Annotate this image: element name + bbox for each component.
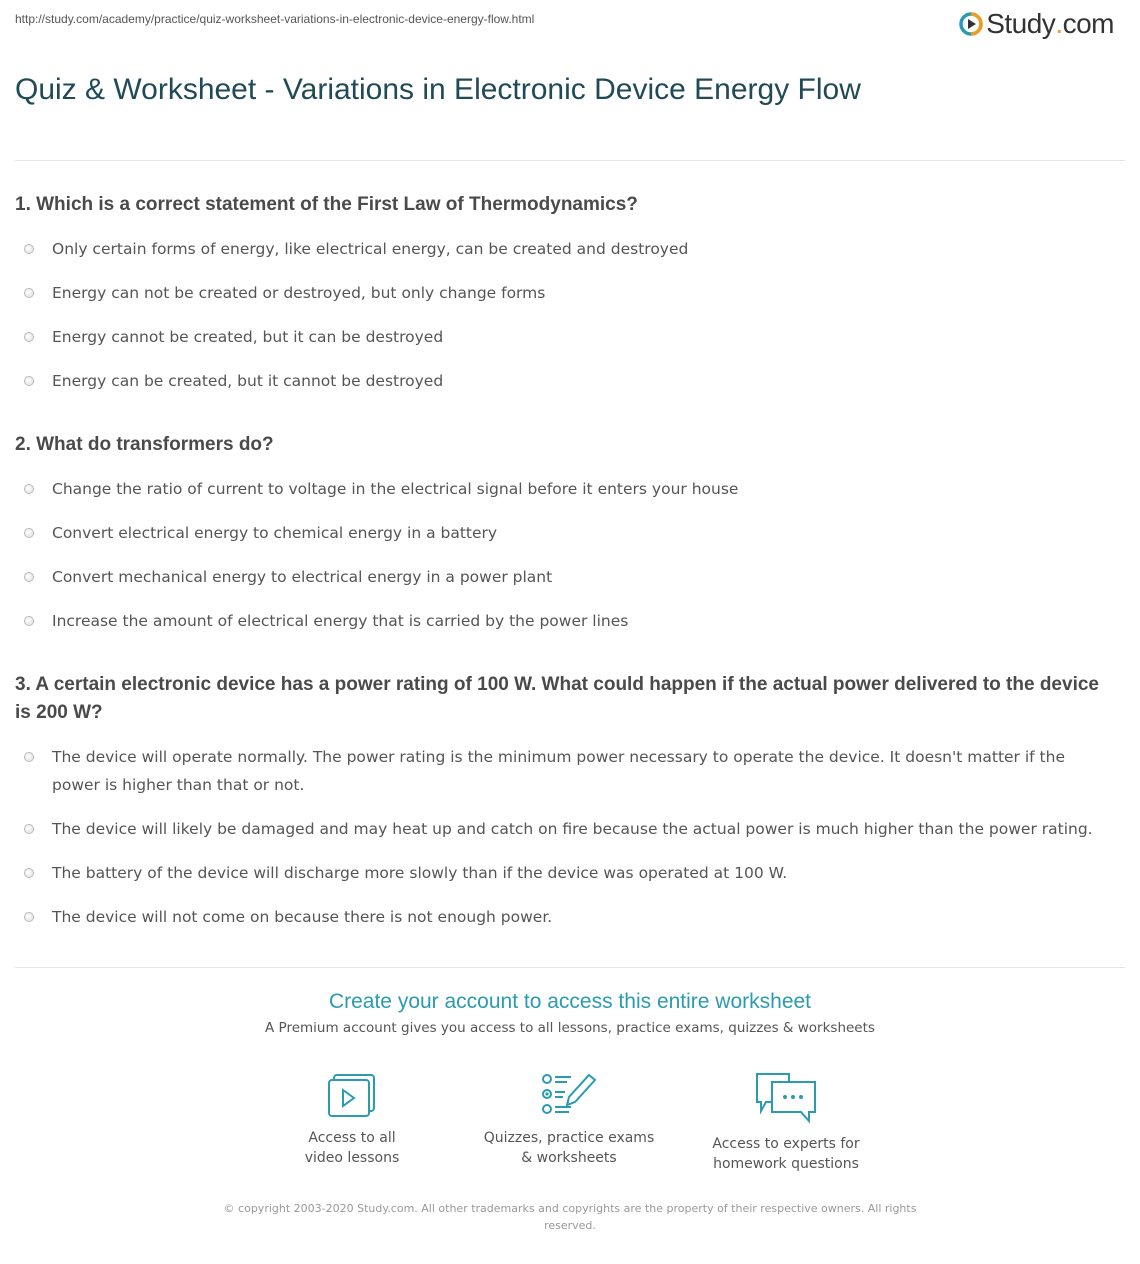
feature-line2: & worksheets [521, 1150, 617, 1166]
page-url: http://study.com/academy/practice/quiz-worksheet-variations-in-electronic-device-energy-flow.html [15, 12, 535, 26]
option-label: The battery of the device will discharge more slowly than if the device was operated at 100 W. [52, 864, 788, 882]
signup-cta [0, 990, 1140, 1036]
radio-button[interactable] [24, 868, 34, 878]
page-title: Quiz & Worksheet - Variations in Electronic Device Energy Flow [15, 73, 861, 106]
feature-experts [686, 1072, 886, 1174]
answer-option[interactable] [15, 519, 1110, 547]
feature-video-lessons [252, 1072, 452, 1168]
radio-button[interactable] [24, 912, 34, 922]
divider [15, 967, 1125, 968]
play-logo-icon [959, 12, 983, 36]
copyright: © copyright 2003-2020 Study.com. All other trademarks and copyrights are the property of their respective owners. All rights reserved. [223, 1202, 917, 1232]
answer-option[interactable] [15, 563, 1110, 591]
cta-heading[interactable]: Create your account to access this entire worksheet [328, 990, 812, 1013]
radio-button[interactable] [24, 824, 34, 834]
answer-option[interactable] [15, 859, 1110, 887]
answer-option[interactable] [15, 279, 1110, 307]
radio-button[interactable] [24, 376, 34, 386]
answer-option[interactable] [15, 743, 1110, 799]
feature-line1: Access to all [308, 1130, 396, 1146]
answer-option[interactable] [15, 903, 1110, 931]
option-label: Increase the amount of electrical energy that is carried by the power lines [52, 612, 629, 630]
answer-option[interactable] [15, 475, 1110, 503]
radio-button[interactable] [24, 528, 34, 538]
feature-quizzes [469, 1072, 669, 1168]
question [15, 431, 1110, 635]
option-label: The device will likely be damaged and may heat up and catch on fire because the actual power is much higher than the power rating. [52, 820, 1093, 838]
study-logo[interactable] [959, 8, 1114, 40]
quiz-checklist-icon [541, 1072, 597, 1118]
logo-name: Study [986, 8, 1056, 39]
quiz [15, 191, 1110, 967]
option-label: The device will operate normally. The power rating is the minimum power necessary to operate the device. It doesn't matter if the power is higher than that or not. [52, 748, 1065, 794]
logo-tld: com [1062, 8, 1114, 39]
radio-button[interactable] [24, 752, 34, 762]
radio-button[interactable] [24, 484, 34, 494]
cta-subheading: A Premium account gives you access to all lessons, practice exams, quizzes & worksheets [265, 1020, 875, 1036]
radio-button[interactable] [24, 288, 34, 298]
option-label: Convert mechanical energy to electrical energy in a power plant [52, 568, 553, 586]
radio-button[interactable] [24, 332, 34, 342]
feature-line2: video lessons [304, 1150, 400, 1166]
feature-line1: Quizzes, practice exams [483, 1130, 655, 1146]
option-label: Change the ratio of current to voltage in the electrical signal before it enters your house [52, 480, 739, 498]
divider [15, 160, 1125, 161]
option-label: Energy can not be created or destroyed, but only change forms [52, 284, 546, 302]
question-text: 1. Which is a correct statement of the First Law of Thermodynamics? [15, 194, 638, 215]
logo-dot: . [1055, 8, 1063, 39]
radio-button[interactable] [24, 572, 34, 582]
question-text: 3. A certain electronic device has a power rating of 100 W. What could happen if the actual power delivered to the device is 200 W? [15, 674, 1099, 723]
answer-option[interactable] [15, 323, 1110, 351]
question [15, 191, 1110, 395]
option-label: Convert electrical energy to chemical energy in a battery [52, 524, 498, 542]
video-lessons-icon [326, 1072, 378, 1118]
answer-option[interactable] [15, 235, 1110, 263]
option-label: Only certain forms of energy, like electrical energy, can be created and destroyed [52, 240, 689, 258]
option-label: Energy can be created, but it cannot be destroyed [52, 372, 444, 390]
answer-option[interactable] [15, 815, 1110, 843]
chat-bubbles-icon [754, 1072, 818, 1124]
answer-option[interactable] [15, 367, 1110, 395]
question-text: 2. What do transformers do? [15, 434, 274, 455]
answer-option[interactable] [15, 607, 1110, 635]
feature-line1: Access to experts for [712, 1136, 860, 1152]
option-label: The device will not come on because there is not enough power. [52, 908, 553, 926]
radio-button[interactable] [24, 244, 34, 254]
question [15, 671, 1110, 931]
radio-button[interactable] [24, 616, 34, 626]
option-label: Energy cannot be created, but it can be destroyed [52, 328, 444, 346]
feature-line2: homework questions [713, 1156, 859, 1172]
